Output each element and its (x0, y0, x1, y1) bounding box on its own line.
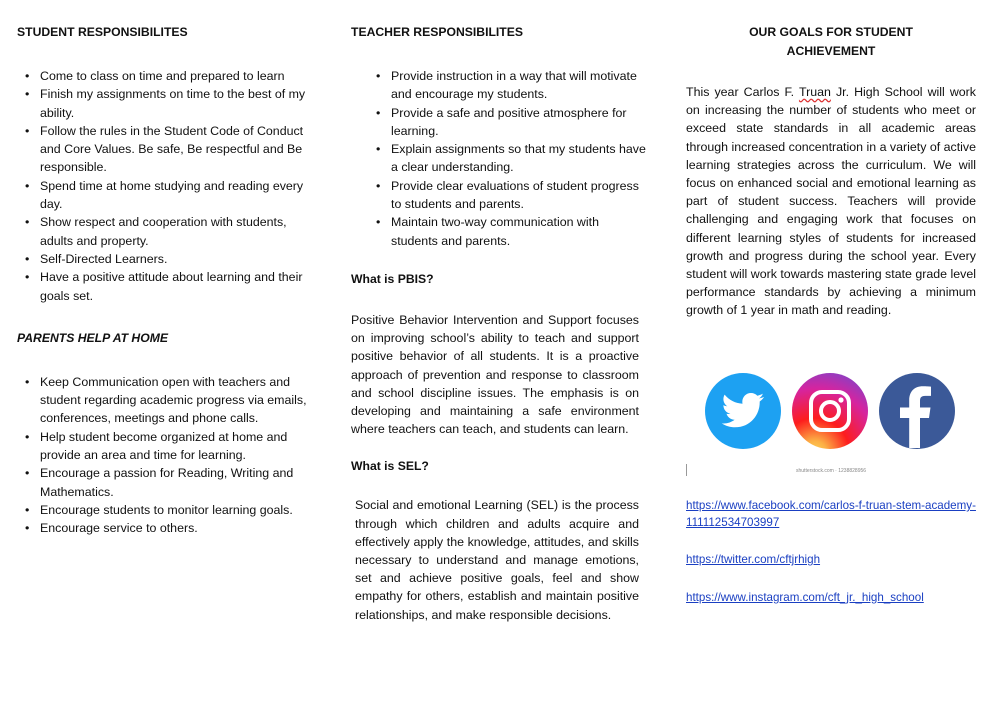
list-item: • Finish my assignments on time to the best of my ability. (40, 85, 315, 122)
list-item: • Provide clear evaluations of student progress to students and parents. (391, 177, 646, 214)
teacher-column (351, 0, 646, 624)
list-item: • Come to class on time and prepared to learn (40, 67, 315, 85)
image-credit: shutterstock.com · 1238828956 (796, 468, 867, 474)
list-item: • Explain assignments so that my students have a clear understanding. (391, 140, 646, 177)
pbis-heading: What is PBIS? (351, 271, 434, 286)
list-item: • Encourage a passion for Reading, Writing and Mathematics. (40, 464, 315, 501)
sel-heading: What is SEL? (351, 459, 429, 474)
sel-text: Social and emotional Learning (SEL) is the process through which children and adults acquire and effectively apply the knowledge, attitudes, and skills necessary to understand and manage emotions, set and achieve positive goals, feel and show empathy for others, establish and maintain positive relationships, and make responsible decisions. (355, 498, 639, 622)
goals-text-part1: This year Carlos F. (686, 85, 799, 99)
facebook-icon[interactable] (878, 372, 956, 450)
goals-text (686, 83, 976, 320)
teacher-responsibilities-list (351, 67, 646, 250)
list-item: • Provide a safe and positive atmosphere for learning. (391, 104, 646, 141)
divider-mark (686, 464, 687, 476)
list-item: • Encourage service to others. (40, 519, 315, 537)
goals-text-part2: Jr. High School will work on increasing the number of students who meet or exceed state standards in all academic areas through increased concentration in a variety of active learning strategies across the curriculum. We will focus on enhanced social and emotional learning as part of student success. Teachers will provide challenging and engaging work that focuses on different learning styles of students for increased growth and progress during the school year. Every student will work towards mastering state grade level performance standards by achieving a minimum growth of 1 year in math and reading. (686, 85, 977, 318)
list-item: • Encourage students to monitor learning goals. (40, 501, 315, 519)
parents-help-heading: PARENTS HELP AT HOME (17, 330, 168, 345)
list-item: • Show respect and cooperation with students, adults and property. (40, 213, 315, 250)
instagram-link[interactable]: https://www.instagram.com/cft_jr._high_school (686, 591, 924, 604)
goals-heading-line1: OUR GOALS FOR STUDENT (749, 25, 913, 39)
list-item: • Have a positive attitude about learning and their goals set. (40, 268, 315, 305)
twitter-icon[interactable] (704, 372, 782, 450)
social-links (686, 497, 976, 606)
goals-heading-line2: ACHIEVEMENT (786, 44, 876, 58)
list-item: • Maintain two-way communication with students and parents. (391, 213, 646, 250)
facebook-link[interactable]: https://www.facebook.com/carlos-f-truan-stem-academy-111112534703997 (686, 499, 976, 529)
list-item: • Follow the rules in the Student Code of Conduct and Core Values. Be safe, Be respectful and Be responsible. (40, 122, 315, 177)
student-responsibilities-heading: STUDENT RESPONSIBILITES (17, 25, 188, 39)
parents-help-list (17, 373, 315, 538)
student-column (17, 0, 315, 538)
twitter-link[interactable]: https://twitter.com/cftjrhigh (686, 553, 821, 566)
list-item: • Spend time at home studying and reading every day. (40, 177, 315, 214)
list-item: • Keep Communication open with teachers and student regarding academic progress via emails, conferences, meetings and phone calls. (40, 373, 315, 428)
social-icons (704, 372, 960, 456)
list-item: • Provide instruction in a way that will motivate and encourage my students. (391, 67, 646, 104)
student-responsibilities-list (17, 67, 315, 305)
goals-text-truan: Truan (798, 85, 831, 99)
pbis-text: Positive Behavior Intervention and Support focuses on improving school’s ability to teach and support positive behavior of all students. It is a proactive approach of prevention and response to classroom and school discipline issues. The emphasis is on developing and maintaining a safe environment where teachers can teach, and students can learn. (351, 312, 639, 437)
goals-heading (686, 23, 976, 61)
teacher-responsibilities-heading: TEACHER RESPONSIBILITES (351, 25, 523, 39)
list-item: • Self-Directed Learners. (40, 250, 315, 268)
instagram-icon[interactable] (791, 372, 869, 450)
list-item: • Help student become organized at home and provide an area and time for learning. (40, 428, 315, 465)
